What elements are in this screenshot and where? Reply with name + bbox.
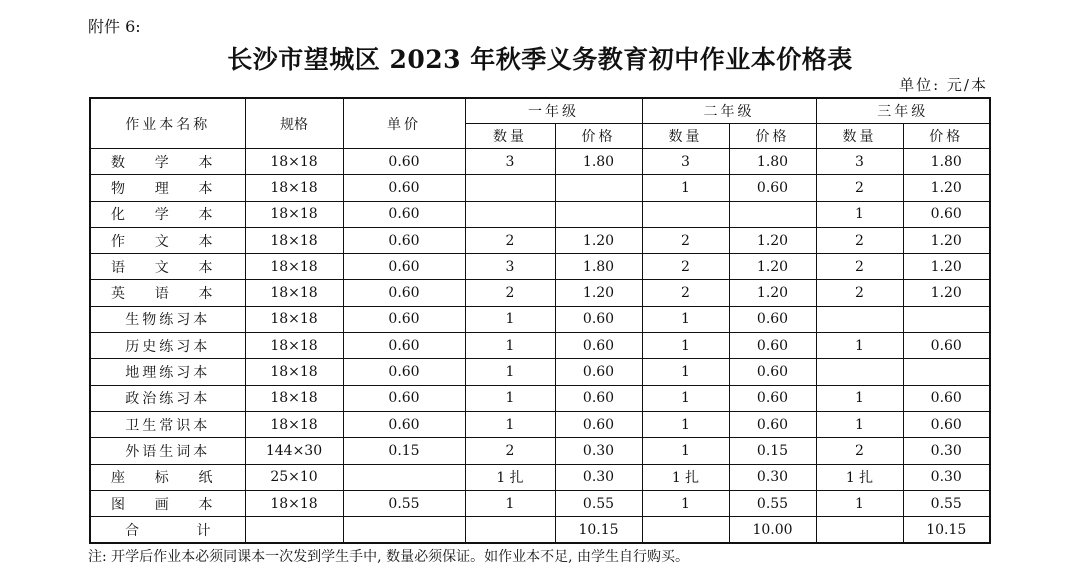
row-name: 图画本 (90, 490, 245, 516)
total-g3-qty (816, 517, 903, 544)
row-g1-qty: 3 (465, 149, 555, 175)
table-row (90, 254, 990, 280)
table-row (90, 149, 990, 175)
row-g1-qty: 1 (465, 385, 555, 411)
header-name: 作业本名称 (90, 98, 245, 149)
header-spec: 规格 (245, 98, 343, 149)
row-g2-qty (642, 201, 729, 227)
row-unit-price: 0.60 (343, 359, 465, 385)
header-g1-price: 价格 (555, 124, 642, 149)
row-g1-qty (465, 175, 555, 201)
header-grade1: 一年级 (465, 98, 642, 124)
table-row (90, 490, 990, 516)
row-g1-qty: 1 扎 (465, 464, 555, 490)
row-unit-price: 0.60 (343, 254, 465, 280)
table-row (90, 175, 990, 201)
row-g1-qty: 2 (465, 227, 555, 253)
row-name: 地理练习本 (90, 359, 245, 385)
row-g1-qty: 1 (465, 306, 555, 332)
row-g1-price: 0.60 (555, 333, 642, 359)
row-g3-qty (816, 359, 903, 385)
row-g3-qty: 1 扎 (816, 464, 903, 490)
row-g3-qty: 2 (816, 227, 903, 253)
row-unit-price: 0.15 (343, 438, 465, 464)
row-g2-price: 1.80 (729, 149, 816, 175)
row-unit-price: 0.60 (343, 333, 465, 359)
row-g1-price: 1.20 (555, 280, 642, 306)
row-g3-price (903, 359, 990, 385)
table-row (90, 411, 990, 437)
row-g2-price: 0.60 (729, 333, 816, 359)
row-spec: 18×18 (245, 175, 343, 201)
row-g2-price: 1.20 (729, 254, 816, 280)
total-label-cell (90, 517, 245, 544)
row-unit-price: 0.60 (343, 149, 465, 175)
row-g3-price (903, 306, 990, 332)
row-unit-price: 0.60 (343, 280, 465, 306)
row-g3-qty: 1 (816, 333, 903, 359)
row-g2-qty: 2 (642, 227, 729, 253)
total-label: 合计 (125, 522, 211, 539)
row-g1-price: 0.60 (555, 385, 642, 411)
row-unit-price: 0.60 (343, 201, 465, 227)
row-spec: 18×18 (245, 359, 343, 385)
row-spec: 18×18 (245, 411, 343, 437)
row-g3-price: 1.20 (903, 227, 990, 253)
row-g3-qty: 2 (816, 254, 903, 280)
row-g2-qty: 1 (642, 175, 729, 201)
table-row (90, 385, 990, 411)
row-name: 语文本 (90, 254, 245, 280)
row-spec: 144×30 (245, 438, 343, 464)
row-g2-qty: 2 (642, 254, 729, 280)
footnote: 注: 开学后作业本必须同课本一次发到学生手中, 数量必须保证。如作业本不足, 由学生自行购买。 (88, 549, 689, 565)
table-row (90, 227, 990, 253)
row-name: 卫生常识本 (90, 411, 245, 437)
row-g3-price: 0.60 (903, 385, 990, 411)
row-name: 座标纸 (90, 464, 245, 490)
total-g2-qty (642, 517, 729, 544)
row-g1-price: 0.60 (555, 411, 642, 437)
row-g1-price: 1.80 (555, 149, 642, 175)
row-name: 政治练习本 (90, 385, 245, 411)
row-g3-qty: 1 (816, 490, 903, 516)
row-name: 历史练习本 (90, 333, 245, 359)
row-name: 英语本 (90, 280, 245, 306)
row-g3-qty: 1 (816, 385, 903, 411)
row-unit-price: 0.60 (343, 175, 465, 201)
row-g2-price: 0.60 (729, 385, 816, 411)
row-g1-qty: 3 (465, 254, 555, 280)
header-g3-qty: 数量 (816, 124, 903, 149)
table-row (90, 359, 990, 385)
row-g3-qty: 1 (816, 201, 903, 227)
table-row (90, 438, 990, 464)
row-g1-price: 1.80 (555, 254, 642, 280)
row-g3-qty: 2 (816, 438, 903, 464)
row-spec: 18×18 (245, 201, 343, 227)
row-g1-price: 0.55 (555, 490, 642, 516)
row-spec: 18×18 (245, 333, 343, 359)
row-g1-qty: 1 (465, 333, 555, 359)
row-g1-qty: 2 (465, 438, 555, 464)
row-unit-price: 0.60 (343, 385, 465, 411)
row-spec: 18×18 (245, 280, 343, 306)
row-g2-price: 1.20 (729, 227, 816, 253)
row-g1-price: 0.60 (555, 359, 642, 385)
row-g3-price: 0.60 (903, 333, 990, 359)
row-g2-qty: 1 扎 (642, 464, 729, 490)
header-grade2: 二年级 (642, 98, 816, 124)
row-g3-price: 1.20 (903, 280, 990, 306)
row-g2-qty: 1 (642, 438, 729, 464)
row-g2-price: 0.60 (729, 359, 816, 385)
table-row (90, 306, 990, 332)
row-g2-qty: 1 (642, 333, 729, 359)
document-title: 长沙市望城区 2023 年秋季义务教育初中作业本价格表 (227, 45, 853, 74)
table-row (90, 280, 990, 306)
total-row (90, 517, 990, 544)
header-g1-qty: 数量 (465, 124, 555, 149)
row-g2-qty: 2 (642, 280, 729, 306)
row-unit-price (343, 464, 465, 490)
row-g1-price (555, 175, 642, 201)
row-name: 物理本 (90, 175, 245, 201)
row-g2-qty: 1 (642, 359, 729, 385)
table-row (90, 333, 990, 359)
row-g3-price: 1.80 (903, 149, 990, 175)
row-g3-qty: 2 (816, 175, 903, 201)
row-spec: 18×18 (245, 149, 343, 175)
row-g3-qty (816, 306, 903, 332)
row-g1-qty: 1 (465, 490, 555, 516)
row-g1-qty: 2 (465, 280, 555, 306)
header-row-1 (90, 98, 990, 124)
row-g1-price: 1.20 (555, 227, 642, 253)
row-g2-qty: 1 (642, 411, 729, 437)
row-g2-price: 1.20 (729, 280, 816, 306)
row-name: 化学本 (90, 201, 245, 227)
row-g3-price: 0.60 (903, 201, 990, 227)
row-spec: 18×18 (245, 227, 343, 253)
row-spec: 18×18 (245, 254, 343, 280)
row-g3-qty: 1 (816, 411, 903, 437)
row-name: 作文本 (90, 227, 245, 253)
total-unit-price (343, 517, 465, 544)
row-unit-price: 0.55 (343, 490, 465, 516)
header-g3-price: 价格 (903, 124, 990, 149)
table-row (90, 201, 990, 227)
price-table (89, 97, 991, 544)
row-g2-qty: 1 (642, 490, 729, 516)
table-row (90, 464, 990, 490)
row-g1-qty: 1 (465, 359, 555, 385)
row-g3-price: 0.55 (903, 490, 990, 516)
row-g3-price: 1.20 (903, 175, 990, 201)
header-g2-qty: 数量 (642, 124, 729, 149)
row-g2-price: 0.55 (729, 490, 816, 516)
row-g1-qty (465, 201, 555, 227)
row-unit-price: 0.60 (343, 227, 465, 253)
row-g2-qty: 1 (642, 306, 729, 332)
row-g3-price: 1.20 (903, 254, 990, 280)
row-unit-price: 0.60 (343, 411, 465, 437)
row-g1-price: 0.30 (555, 438, 642, 464)
row-g2-price: 0.60 (729, 175, 816, 201)
total-g2-price: 10.00 (729, 517, 816, 544)
row-spec: 18×18 (245, 490, 343, 516)
row-g3-qty: 3 (816, 149, 903, 175)
row-g3-price: 0.30 (903, 438, 990, 464)
row-g3-qty: 2 (816, 280, 903, 306)
total-g1-qty (465, 517, 555, 544)
row-spec: 25×10 (245, 464, 343, 490)
row-name: 外语生词本 (90, 438, 245, 464)
header-grade3: 三年级 (816, 98, 990, 124)
row-g2-price: 0.15 (729, 438, 816, 464)
row-unit-price: 0.60 (343, 306, 465, 332)
row-g2-price: 0.30 (729, 464, 816, 490)
row-g1-price: 0.60 (555, 306, 642, 332)
row-g2-price: 0.60 (729, 411, 816, 437)
header-unit-price: 单价 (343, 98, 465, 149)
attachment-label: 附件 6: (88, 17, 141, 36)
row-g3-price: 0.30 (903, 464, 990, 490)
row-g2-qty: 3 (642, 149, 729, 175)
row-g2-qty: 1 (642, 385, 729, 411)
row-g1-price (555, 201, 642, 227)
total-g3-price: 10.15 (903, 517, 990, 544)
row-g1-price: 0.30 (555, 464, 642, 490)
row-name: 数学本 (90, 149, 245, 175)
row-g2-price: 0.60 (729, 306, 816, 332)
row-spec: 18×18 (245, 306, 343, 332)
unit-label: 单位: 元/本 (899, 76, 988, 94)
total-spec (245, 517, 343, 544)
header-g2-price: 价格 (729, 124, 816, 149)
row-name: 生物练习本 (90, 306, 245, 332)
total-g1-price: 10.15 (555, 517, 642, 544)
row-g2-price (729, 201, 816, 227)
row-g3-price: 0.60 (903, 411, 990, 437)
row-spec: 18×18 (245, 385, 343, 411)
row-g1-qty: 1 (465, 411, 555, 437)
